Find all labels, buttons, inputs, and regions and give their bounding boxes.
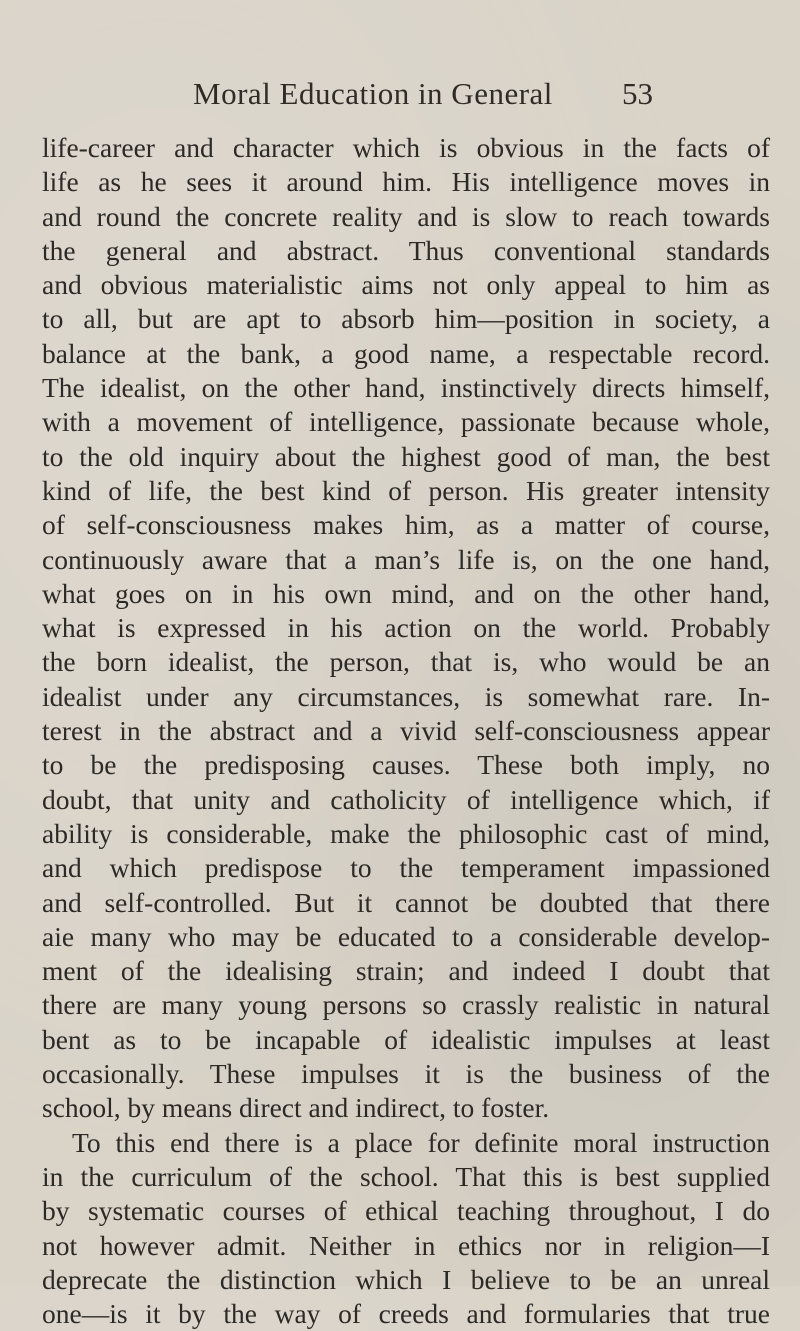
text-line: what is expressed in his action on the world. Probably <box>42 612 770 644</box>
text-line: occasionally. These impulses it is the business of the <box>42 1058 770 1090</box>
text-line: to be the predisposing causes. These both imply, no <box>42 749 770 781</box>
text-line: continuously aware that a man’s life is, on the one hand, <box>42 543 770 575</box>
text-line: with a movement of intelligence, passionate because whole, <box>42 406 770 438</box>
text-line: and self-controlled. But it cannot be doubted that there <box>42 886 770 918</box>
text-line: one—is it by the way of creeds and formularies that true <box>42 1298 770 1330</box>
text-line: and which predispose to the temperament impassioned <box>42 852 770 884</box>
text-line: The idealist, on the other hand, instinctively directs himself, <box>42 372 770 404</box>
running-title: Moral Education in General <box>193 76 553 111</box>
text-line: school, by means direct and indirect, to foster. <box>42 1092 550 1124</box>
text-line: by systematic courses of ethical teaching throughout, I do <box>42 1195 770 1227</box>
text-line: idealist under any circumstances, is somewhat rare. In- <box>42 680 770 712</box>
text-line: to the old inquiry about the highest good of man, the best <box>42 440 770 472</box>
text-line: ability is considerable, make the philosophic cast of mind, <box>42 817 770 849</box>
text-line: the general and abstract. Thus conventional standards <box>42 234 770 266</box>
text-line: not however admit. Neither in ethics nor in religion—I <box>42 1229 770 1261</box>
text-line: To this end there is a place for definite moral instruction <box>72 1126 770 1158</box>
text-line: and round the concrete reality and is slow to reach towards <box>42 200 770 232</box>
text-line: life-career and character which is obvious in the facts of <box>42 132 770 163</box>
text-line: the born idealist, the person, that is, who would be an <box>42 646 770 678</box>
text-line: there are many young persons so crassly realistic in natural <box>42 989 770 1021</box>
text-line: doubt, that unity and catholicity of intelligence which, if <box>42 783 770 815</box>
text-line: aie many who may be educated to a considerable develop- <box>42 920 770 952</box>
text-line: what goes on in his own mind, and on the other hand, <box>42 577 770 609</box>
text-line: life as he sees it around him. His intelligence moves in <box>42 166 770 198</box>
text-line: of self-consciousness makes him, as a matter of course, <box>42 509 770 541</box>
text-line: bent as to be incapable of idealistic impulses at least <box>42 1023 770 1055</box>
page-number: 53 <box>622 76 653 111</box>
text-line: to all, but are apt to absorb him—position in society, a <box>42 303 770 335</box>
text-line: kind of life, the best kind of person. His greater intensity <box>42 474 770 506</box>
text-line: deprecate the distinction which I believe to be an unreal <box>42 1263 770 1295</box>
text-line: in the curriculum of the school. That this is best supplied <box>42 1160 770 1192</box>
text-line: and obvious materialistic aims not only appeal to him as <box>42 269 770 301</box>
text-line: ment of the idealising strain; and indeed I doubt that <box>42 955 770 987</box>
text-line: terest in the abstract and a vivid self-consciousness appear <box>42 715 770 747</box>
text-line: balance at the bank, a good name, a respectable record. <box>42 337 770 369</box>
body-text <box>42 131 770 1331</box>
running-head <box>0 76 800 120</box>
